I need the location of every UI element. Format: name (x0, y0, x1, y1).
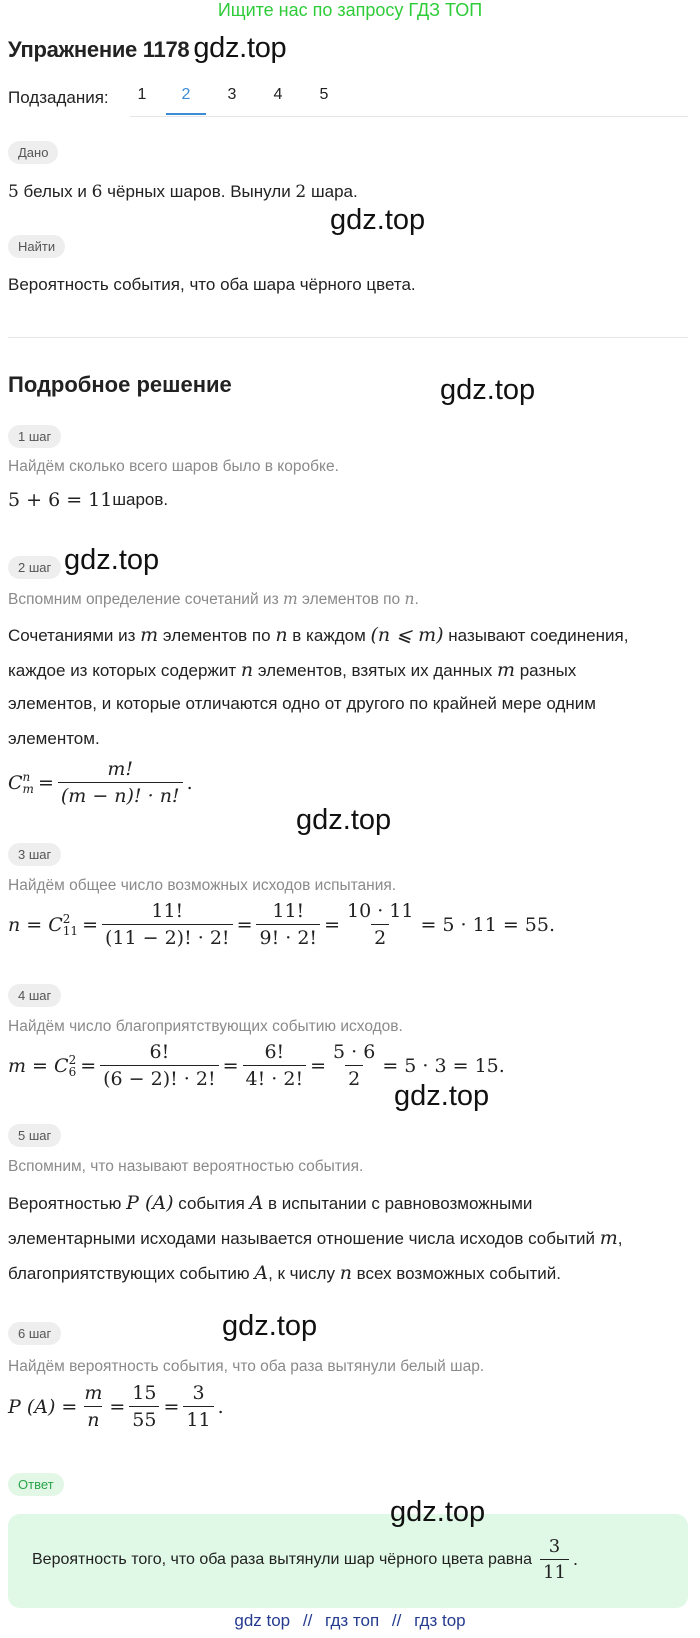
search-banner[interactable]: Ищите нас по запросу ГДЗ ТОП (217, 0, 483, 20)
step-5-badge: 5 шаг (8, 1124, 61, 1147)
step-2-def-line-4: элементом. (8, 729, 100, 748)
watermark: gdz.top (330, 204, 426, 236)
step-5-hint: Вспомним, что называют вероятностью события. (8, 1158, 364, 1175)
step-5-def-line-1: Вероятностью P (A) события A в испытании с равновозможными (8, 1192, 533, 1214)
watermark: gdz.top (64, 544, 160, 576)
step-4-hint: Найдём число благоприятствующих событию исходов. (8, 1018, 403, 1035)
step-2-formula: C n m = $\frac{m!}{(m - n)! \cdot n!}$ . (8, 758, 193, 807)
step-2-def-line-1: Сочетаниями из m элементов по n в каждом (n ⩽ m) называют соединения, (8, 624, 629, 646)
watermark: gdz.top (440, 374, 536, 406)
step-1-hint: Найдём сколько всего шаров было в коробке. (8, 458, 339, 475)
tab-2[interactable]: 2 (181, 86, 191, 103)
step-5-def-line-3: благоприятствующих событию A, к числу n всех возможных событий. (8, 1262, 561, 1284)
subtasks-label: Подзадания: (8, 88, 109, 107)
watermark: gdz.top (193, 32, 287, 64)
footer-link-gdz-top-mixed[interactable]: гдз top (414, 1611, 466, 1630)
given-badge: Дано (8, 141, 58, 164)
tab-1[interactable]: 1 (137, 86, 147, 103)
tab-3[interactable]: 3 (227, 86, 237, 103)
find-text: Вероятность события, что оба шара чёрного цвета. (8, 275, 416, 294)
given-text: 5 белых и 6 чёрных шаров. Вынули 2 шара. (8, 182, 358, 202)
step-5-def-line-2: элементарными исходами называется отношение числа исходов событий m, (8, 1227, 623, 1249)
footer-separator: // (391, 1611, 402, 1630)
step-6-hint: Найдём вероятность события, что оба раза вытянули белый шар. (8, 1358, 485, 1375)
divider (8, 337, 688, 338)
find-badge: Найти (8, 235, 65, 258)
step-4-formula: m = C 2 6 = $\frac{6!}{(6 - 2)! \cdot 2!}$ = $\frac{6!}{4! \cdot 2!}$ = $\frac{5 \cdot 6}{2}$ = 5 · 3 = 15. (8, 1041, 505, 1090)
step-1-formula: 5 + 6 = 11 шаров. (8, 489, 169, 511)
step-4-badge: 4 шаг (8, 984, 61, 1007)
answer-badge: Ответ (8, 1473, 64, 1496)
exercise-title: Упражнение 1178 (8, 37, 190, 62)
step-6-formula: P (A) = $\frac{m}{n}$ = $\frac{15}{55}$ = $\frac{3}{11}$ . (8, 1382, 224, 1431)
step-2-badge: 2 шаг (8, 556, 61, 579)
step-3-badge: 3 шаг (8, 843, 61, 866)
step-2-def-line-2: каждое из которых содержит n элементов, взятых их данных m разных (8, 659, 577, 681)
watermark: gdz.top (390, 1496, 486, 1528)
subtask-tabs (130, 76, 688, 117)
step-3-hint: Найдём общее число возможных исходов испытания. (8, 877, 397, 894)
watermark: gdz.top (394, 1080, 490, 1112)
footer-link-gdz-top[interactable]: gdz top (234, 1611, 291, 1630)
watermark: gdz.top (222, 1310, 318, 1342)
step-6-badge: 6 шаг (8, 1322, 61, 1345)
page-title (8, 32, 286, 65)
footer-link-gdz-top-ru[interactable]: гдз топ (325, 1611, 380, 1630)
footer-separator: // (302, 1611, 313, 1630)
step-2-hint: Вспомним определение сочетаний из m элементов по n. (8, 590, 419, 608)
answer-text: Вероятность того, что оба раза вытянули шар чёрного цвета равна $\frac{3}{11}$ . (32, 1536, 578, 1583)
step-1-badge: 1 шаг (8, 425, 61, 448)
step-2-def-line-3: элементов, и которые отличаются одно от другого по крайней мере одним (8, 694, 596, 713)
tab-5[interactable]: 5 (319, 86, 329, 103)
solution-heading: Подробное решение (8, 372, 232, 397)
step-3-formula: n = C 2 11 = $\frac{11!}{(11 - 2)! \cdot 2!}$ = $\frac{11!}{9! \cdot 2!}$ = $\frac{10 \cdot 11}{2}$ = 5 · 11 = 55. (8, 900, 556, 949)
footer-links (0, 1611, 700, 1631)
watermark: gdz.top (296, 804, 392, 836)
tab-4[interactable]: 4 (273, 86, 283, 103)
active-tab-underline (166, 113, 206, 115)
